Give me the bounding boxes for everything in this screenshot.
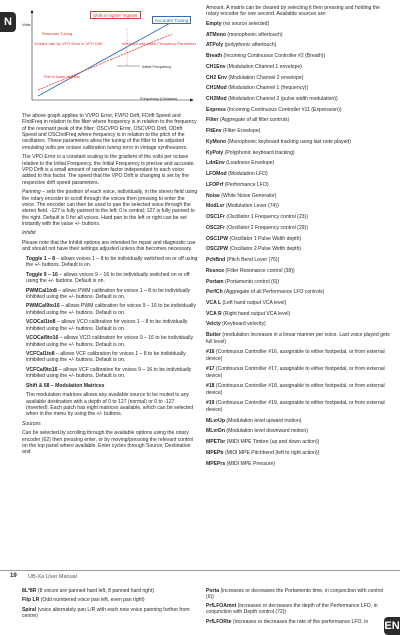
- source-item-text: (no source selected): [221, 20, 270, 27]
- bottom-right-list: [206, 588, 386, 628]
- source-item: [206, 321, 390, 327]
- source-item-name: Velcty: [206, 321, 221, 328]
- source-item: [206, 311, 390, 317]
- list-item-name: PrfLFOAmnt: [206, 603, 237, 610]
- source-item: [206, 332, 390, 345]
- source-item-name: MLvrDn: [206, 428, 225, 435]
- source-item: [206, 418, 390, 424]
- source-item-name: Empty: [206, 20, 222, 27]
- source-item-name: PerfCh: [206, 289, 223, 296]
- source-item-name: MPETbr: [206, 439, 226, 446]
- source-item-name: CH2 Env: [206, 74, 227, 81]
- inhibit-item: [26, 367, 198, 380]
- source-item-name: FltEnv: [206, 128, 222, 135]
- source-item-text: (Oscillator 2 Frequency control (29)): [224, 224, 308, 231]
- source-item: [206, 461, 390, 467]
- inhibit-item-text: – allows voices 9 – 16 to be individually switched on or off using the +/- buttons. Default is on.: [26, 271, 190, 285]
- list-item: [206, 619, 386, 625]
- source-item-name: #17: [206, 366, 215, 373]
- source-item-name: KyMono: [206, 138, 227, 145]
- source-item-text: (Continuous Controller #16, assignable to either footpedal, or from external device): [206, 349, 385, 362]
- inhibit-item: [26, 288, 198, 301]
- source-item-name: Breath: [206, 53, 223, 60]
- source-item-name: LdnEnv: [206, 160, 225, 167]
- source-item: [206, 268, 390, 274]
- source-item: [206, 53, 390, 59]
- source-item-text: (Modulation LFO): [226, 171, 268, 178]
- source-item-name: MPEPb: [206, 449, 224, 456]
- inhibit-item-name: PWMCal1to8: [26, 287, 57, 294]
- source-item-text: (Left hand output VCA level): [221, 299, 287, 306]
- inhibit-item-name: VCFCal9to16: [26, 366, 58, 373]
- source-item-name: ATPoly: [206, 42, 224, 49]
- inhibit-item-text: – allows VCF calibration for voices 9 – 16 to be individually inhibited using the +/- buttons. Default is on.: [26, 366, 192, 380]
- source-item-text: (Continuous Controller #17, assignable to either footpedal, or from external device): [206, 366, 385, 379]
- source-item: [206, 182, 390, 188]
- source-item-name: Noise: [206, 192, 220, 199]
- source-item-name: #18: [206, 383, 215, 390]
- inhibit-item-text: – allows VCO calibration for voices 1 – 8 to be individually inhibited using the +/- buttons. Default is on.: [26, 319, 188, 332]
- source-item: [206, 349, 390, 362]
- source-item-text: (Loudness Envelope): [224, 160, 275, 167]
- source-item-text: (polyphonic aftertouch): [223, 42, 277, 49]
- source-item: [206, 428, 390, 434]
- source-item: [206, 42, 390, 48]
- source-item: [206, 32, 390, 38]
- source-item: [206, 400, 390, 413]
- source-item: [206, 214, 390, 220]
- source-item-text: (Pitch Bend Lever (75)): [225, 257, 280, 264]
- source-item-text: (Oscillator 1 Frequency control (23)): [224, 214, 308, 221]
- list-item-text: (increases or decreases the rate of the performance LFO, in: [231, 618, 369, 625]
- source-item-text: (Modulation Channel 1 (frequency)): [226, 85, 309, 92]
- source-item-name: ATMono: [206, 31, 226, 38]
- paragraph-inhibit-note: Please note that the Inhibit options are intended for repair and diagnostic use and should not have their settings adjusted unless this becomes necessary.: [22, 239, 196, 253]
- source-item-name: ModLvr: [206, 203, 225, 210]
- source-item-text: (Polyphonic keyboard tracking): [223, 149, 295, 156]
- inhibit-item-text: – allows PWM calibration for voices 1 – 8 to be individually inhibited using the +/- buttons. Default is on.: [26, 287, 191, 300]
- source-item-name: CH2Mod: [206, 96, 227, 103]
- inhibit-item: [26, 319, 198, 332]
- diagram-shift-higher-box: Shift in higher register: [90, 11, 141, 19]
- source-item-text: (Modulation level downward motion): [224, 428, 308, 435]
- source-item-text: (Modulation Lever (74)): [224, 203, 279, 210]
- source-item-text: (Incoming Continuous Controller #11 (Expression)): [225, 106, 342, 113]
- source-item-text: (MIDI MPE Pitchbend (left to right action)): [223, 449, 320, 456]
- source-item-text: (Modulation Channel 1 envelope): [225, 63, 303, 70]
- source-item-name: LFOMod: [206, 171, 227, 178]
- source-item: [206, 21, 390, 27]
- source-item: [206, 279, 390, 285]
- list-item: [206, 588, 386, 600]
- tuning-diagram: [22, 8, 200, 104]
- source-item: [206, 450, 390, 456]
- source-item-text: (Modulation level upward motion): [224, 417, 302, 424]
- source-item-name: PchBnd: [206, 257, 226, 264]
- source-item-name: Portam: [206, 278, 224, 285]
- inhibit-item: [26, 303, 198, 316]
- source-item: [206, 289, 390, 295]
- inhibit-item-text: – allows PWM calibration for voices 9 – 16 to be individually inhibited using the +/- buttons. Default is on.: [26, 303, 196, 316]
- inhibit-title: Inhibit: [22, 230, 36, 237]
- source-item-text: (Performance LFO): [223, 181, 269, 188]
- source-item: [206, 64, 390, 70]
- inhibit-item-name: Toggle 1 – 8: [26, 255, 56, 262]
- source-item: [206, 257, 390, 263]
- source-item-text: (Aggregate of all filter controls): [218, 117, 290, 124]
- page-footer: [0, 570, 400, 581]
- source-item-text: (Filter Resonance control (38)): [224, 267, 295, 274]
- list-item-text: (voice alternately pan L/R with each new voice panning further from centre): [22, 606, 190, 619]
- inhibit-item: [26, 256, 198, 269]
- source-item: [206, 150, 390, 156]
- inhibit-item-name: VCFCal1to8: [26, 351, 55, 358]
- x-axis-arrow: [190, 99, 194, 102]
- source-item-text: (modulation increases in a linear manner per voice. Last voice played gets full level): [206, 332, 390, 345]
- source-item-text: (Oscillator 1 Pulse Width depth): [228, 235, 302, 242]
- source-item-text: (Keyboard velocity): [220, 321, 266, 328]
- source-item-name: Resnce: [206, 267, 225, 274]
- source-item-name: Filter: [206, 117, 219, 124]
- source-item: [206, 246, 390, 252]
- source-item-name: OSC1Fr: [206, 214, 225, 221]
- source-item-text: (MIDI MPE Timbre (up and down action)): [225, 439, 320, 446]
- source-item-text: (monophonic aftertouch): [226, 31, 283, 38]
- source-item-text: (Oscillator 2 Pulse Width depth): [228, 246, 302, 253]
- source-item: [206, 117, 390, 123]
- list-item-name: Spiral: [22, 606, 37, 613]
- source-list: [206, 21, 390, 467]
- paragraph-sources-intro: Amount. A matrix can be cleared by selecting it then pressing and holding the rotary encoder for one second. Available sources are:: [206, 5, 380, 18]
- source-item-text: (Aggregate of all Performance LFO controls): [222, 289, 325, 296]
- y-axis-arrow: [31, 10, 34, 14]
- source-item-text: (Continuous Controller #18, assignable to either footpedal, or from external device): [206, 383, 385, 396]
- section-tab-left: N: [0, 12, 16, 32]
- panning-title: Panning: [22, 189, 41, 196]
- source-item-text: (Monophonic keyboard tracking using last note played): [226, 138, 351, 145]
- paragraph-sources: Can be selected by scrolling through the available options using the rotary encoder (62) then pressing enter, or by moving/pressing the relevant control on the top panel where available. Enter cycles through Source; Destination and: [22, 430, 194, 456]
- source-item: [206, 96, 390, 102]
- source-item: [206, 236, 390, 242]
- source-item-text: (Continuous Controller #19, assignable to either footpedal, or from external device): [206, 400, 385, 413]
- list-item: [22, 607, 198, 619]
- list-item-text: (Odd numbered voice pan left, even pan right): [39, 597, 145, 604]
- source-item-name: LFOPrf: [206, 181, 224, 188]
- diagram-accurate-box: Accurate Tuning: [152, 16, 191, 24]
- inhibit-item-text: – allows voices 1 – 8 to be individually switched on or off using the +/- buttons. Default is on.: [26, 255, 198, 269]
- modulation-matrices-title: Shift & 68 – Modulation Matrices: [26, 382, 105, 389]
- diagram-x-label: Frequency (Octaves): [140, 96, 178, 101]
- source-item-name: CH1Env: [206, 63, 226, 70]
- source-item-name: Butter: [206, 332, 221, 339]
- source-item-text: (Portamento control (6)): [223, 278, 280, 285]
- source-item: [206, 203, 390, 209]
- list-item: [206, 603, 386, 615]
- inhibit-item-text: – allows VCO calibration for voices 9 – 16 to be individually inhibited using the +/- buttons. Default is on.: [26, 335, 194, 348]
- source-item-name: #16: [206, 349, 215, 356]
- source-item-name: KyPoly: [206, 149, 224, 156]
- bottom-left-list: [22, 588, 198, 622]
- source-item-name: Express: [206, 106, 226, 113]
- source-item-name: OSC2PW: [206, 246, 229, 253]
- diagram-intercept-label: Intercept with Initial Frequency Parameter: [122, 41, 197, 46]
- inhibit-item-name: VCOCal1to8: [26, 319, 56, 326]
- inhibit-item: [26, 351, 198, 364]
- inhibit-item-name: Toggle 9 – 16: [26, 271, 58, 278]
- list-item: [22, 588, 198, 594]
- source-item: [206, 107, 390, 113]
- language-tab-right: EN: [384, 617, 400, 635]
- source-item-name: #19: [206, 400, 215, 407]
- list-item-name: Flip LR: [22, 597, 40, 604]
- paragraph-vpo-error: The VPO Error is a constant scaling to the gradient of the volts per octave relative to the Initial Frequency, the Initial Frequency is precise and accurate. VPO Drift is a small amount of random factor independent to each voice added to this factor. The speed that the VPO Drift is changing is set by the respective drift speed parameters.: [22, 154, 195, 186]
- source-item-text: (MIDI MPE Pressure): [225, 460, 276, 467]
- diagram-graded-label: Graded rate by VPO Error in VPO Drift: [34, 41, 103, 46]
- source-item: [206, 75, 390, 81]
- source-item: [206, 383, 390, 396]
- source-item-text: (Modulation Channel 2 envelope): [226, 74, 304, 81]
- source-item-name: CH1Mod: [206, 85, 227, 92]
- list-item-text: (increases or decreases the depth of the Performance LFO, in conjunction with Depth control (72)): [206, 603, 378, 616]
- source-item-name: VCA R: [206, 310, 222, 317]
- inhibit-item-name: PWMCal9to16: [26, 303, 60, 310]
- source-item-text: (White Noise Generator): [219, 192, 277, 199]
- source-item: [206, 300, 390, 306]
- source-item: [206, 160, 390, 166]
- source-item-text: (Modulation Channel 2 (pulse width modulation)): [226, 96, 338, 103]
- list-item-name: PrfLFORte: [206, 618, 232, 625]
- source-item: [206, 139, 390, 145]
- source-item: [206, 366, 390, 379]
- inhibit-item-name: VCOCal9to16: [26, 335, 59, 342]
- paragraph-panning: [22, 189, 198, 227]
- source-item-name: OSC2Fr: [206, 224, 225, 231]
- diagram-flat-label: Flat in lower register: [44, 74, 81, 79]
- inhibit-item: [26, 335, 198, 348]
- diagram-y-label: Volts: [22, 22, 31, 27]
- source-item-name: MLvrUp: [206, 417, 225, 424]
- left-column: [22, 113, 198, 459]
- source-item-name: MPEPrs: [206, 460, 226, 467]
- list-item-name: 8L*8R: [22, 588, 37, 594]
- source-item: [206, 439, 390, 445]
- inhibit-item: [26, 272, 198, 285]
- list-item-text: (increases or decreases the Portamento time, in conjunction with control (6)): [206, 588, 384, 601]
- diagram-resonant-label: Resonant Tuning: [42, 31, 73, 36]
- paragraph-modulation-matrices: The modulation matrices allows any available source to be routed to any available destination with a depth of 0 to 127 (normal) or 0 to -127 (inverted). Each patch has eight matrices available, which can be selected when in the menu by using the +/- buttons.: [26, 392, 194, 418]
- right-column: [206, 5, 390, 471]
- manual-title: UB-Xa User Manual: [28, 573, 77, 580]
- source-item-text: (Filter Envelope): [221, 128, 261, 135]
- source-item-text: (Incoming Continuous Controller #2 (Breath)): [222, 53, 326, 60]
- source-item: [206, 171, 390, 177]
- source-item: [206, 193, 390, 199]
- list-item-name: Porta: [206, 588, 220, 594]
- inhibit-item-text: – allows VCF calibration for voices 1 – 8 to be individually inhibited using the +/- buttons. Default is on.: [26, 351, 186, 364]
- page-number: 19: [10, 573, 17, 579]
- sources-title: Sources: [22, 420, 41, 427]
- list-item-text: (8 voices are panned hard left, 8 panned hard right): [36, 588, 154, 594]
- source-item: [206, 225, 390, 231]
- source-item-name: VCA L: [206, 299, 222, 306]
- diagram-initial-label: Initial Frequency: [142, 64, 172, 69]
- list-item: [22, 597, 198, 603]
- source-item: [206, 128, 390, 134]
- source-item-text: (Right hand output VCA level): [221, 310, 291, 317]
- source-item-name: OSC1PW: [206, 235, 229, 242]
- source-item: [206, 85, 390, 91]
- panning-text: – sets the position of each voice, individually, in the stereo field using the rotary encoder to scroll through the voices then pressing to enter the voice. The encoder can then be used to pan the selected voice through the stereo field. -127 is fully panned to the left; 0 is central; 127 is fully panned to the right. Default is 0 for all voices. Hard pan to the left or right can be set instantly with the value +/- buttons.: [22, 189, 198, 227]
- paragraph-graph-applies: The above graph applies to VVPO Error, FVPO Drift, FDrift Speed and FInitFreq in relation to the filter where frequency is in relation to the frequency of the resonant peak of the filter; OSCVPO Error, OSCVPO Drift, ODrift Speed and OSCInitFreq where frequency is in relation to the pitch of the oscillators. These parameters allow the tuning of the filter to be adjusted emulating volts per octave calibration tuning error in vintage synthesizers.: [22, 113, 197, 151]
